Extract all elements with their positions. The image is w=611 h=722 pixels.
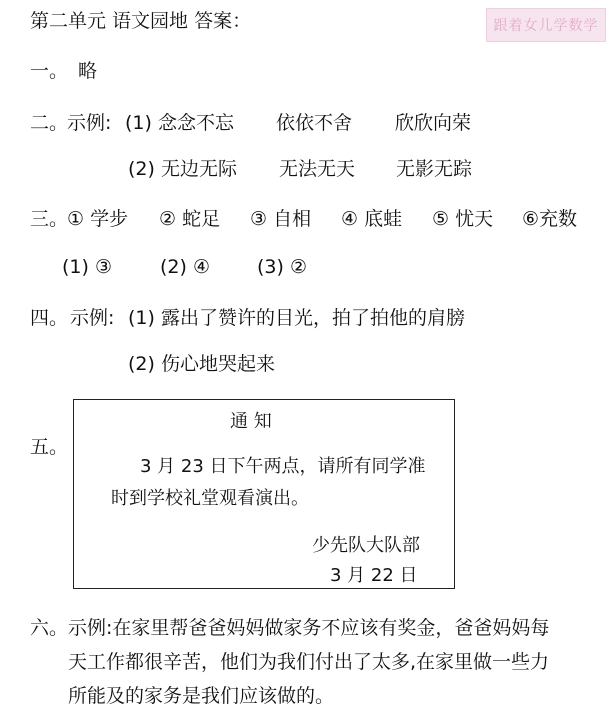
- q6-line1: 示例:在家里帮爸爸妈妈做家务不应该有奖金，爸爸妈妈每: [68, 617, 550, 639]
- q6-line3: 所能及的家务是我们应该做的。: [68, 685, 335, 707]
- notice-body-line2: 时到学校礼堂观看演出。: [111, 488, 309, 509]
- watermark-badge: [486, 8, 606, 42]
- q4-prefix: 示例:: [70, 307, 115, 329]
- notice-box: [73, 399, 455, 589]
- q1-answer: 略: [78, 60, 98, 82]
- q3-sub-answer: (2) ④: [160, 256, 210, 278]
- q2-line2-item: 无影无踪: [396, 158, 473, 180]
- notice-body-line1: 3 月 23 日下午两点，请所有同学准: [140, 456, 426, 477]
- q3-item: ③ 自相: [250, 208, 312, 230]
- q2-line2-label: (2): [128, 158, 155, 180]
- q2-line2-item: 无法无天: [279, 158, 356, 180]
- q2-number: 二。: [30, 112, 69, 134]
- page-title: 第二单元 语文园地 答案：: [30, 10, 252, 32]
- q6-line2: 天工作都很辛苦，他们为我们付出了太多,在家里做一些力: [68, 651, 550, 673]
- q2-line1-item: 依依不舍: [276, 112, 353, 134]
- q4-line1: (1) 露出了赞许的目光，拍了拍他的肩膀: [128, 307, 465, 329]
- q3-number: 三。: [30, 208, 69, 230]
- notice-sender: 少先队大队部: [312, 535, 420, 556]
- q2-line2-item: 无边无际: [161, 158, 238, 180]
- q4-number: 四。: [30, 307, 69, 329]
- watermark-text: 跟着女儿学数学: [493, 18, 599, 34]
- q3-sub-answer: (3) ②: [257, 256, 307, 278]
- q3-item: ① 学步: [67, 208, 129, 230]
- q2-prefix: 示例:: [67, 112, 112, 134]
- q2-line1-label: (1): [125, 112, 152, 134]
- q3-sub-answer: (1) ③: [62, 256, 112, 278]
- q4-line2: (2) 伤心地哭起来: [128, 353, 275, 375]
- q3-item: ⑥充数: [522, 208, 578, 230]
- notice-heading: 通 知: [230, 411, 272, 432]
- q3-item: ⑤ 忧天: [432, 208, 494, 230]
- q5-number: 五。: [30, 436, 69, 458]
- q3-item: ④ 底蛙: [341, 208, 403, 230]
- q1-number: 一。: [30, 60, 69, 82]
- q3-item: ② 蛇足: [159, 208, 221, 230]
- notice-date: 3 月 22 日: [330, 565, 418, 586]
- q2-line1-item: 欣欣向荣: [395, 112, 472, 134]
- q6-number: 六。: [30, 617, 69, 639]
- q2-line1-item: 念念不忘: [158, 112, 235, 134]
